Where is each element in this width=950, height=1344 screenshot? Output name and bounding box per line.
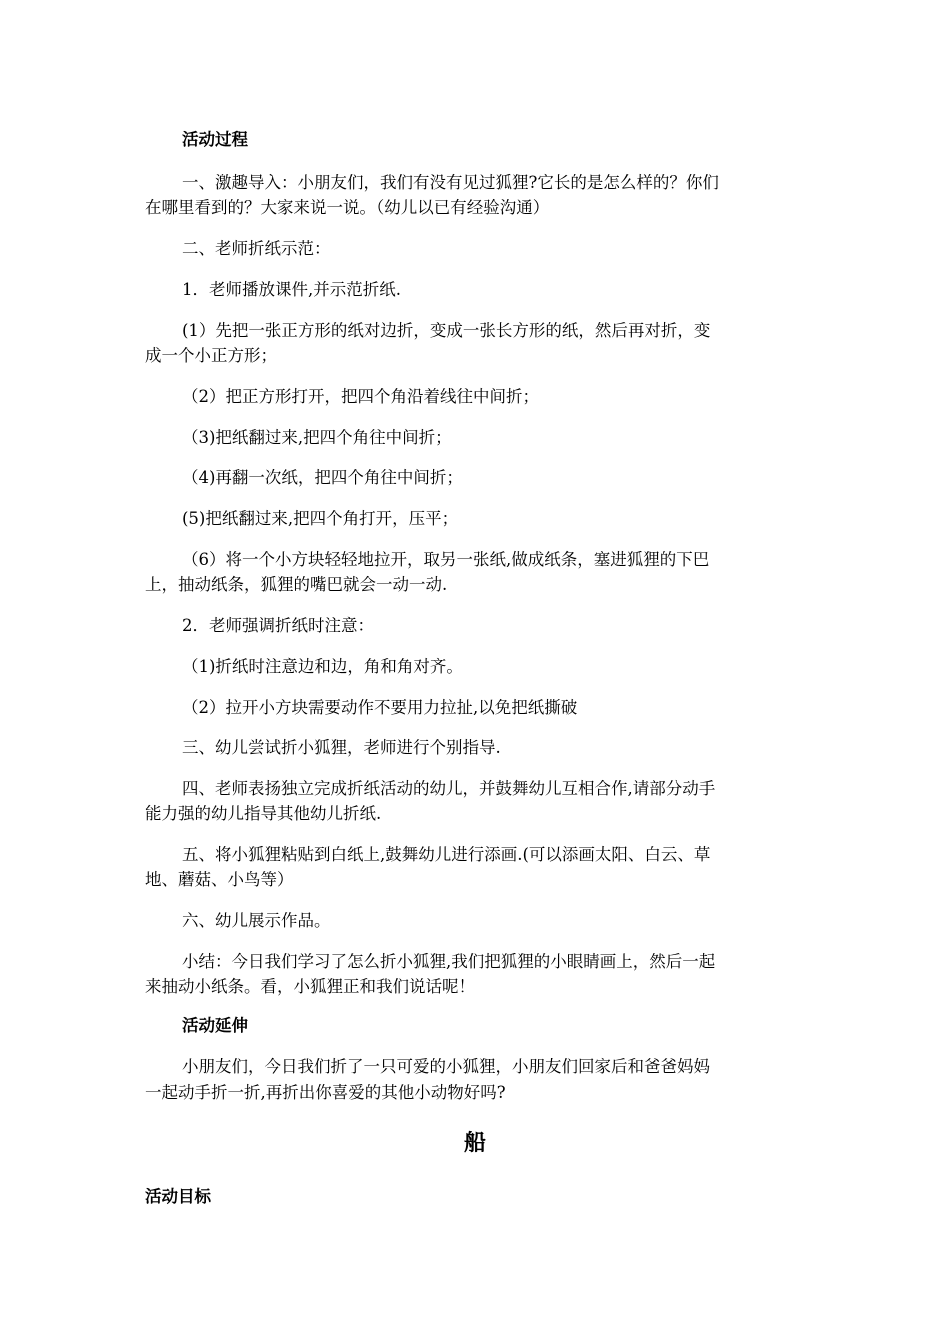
paragraph-note-2: （2）拉开小方块需要动作不要用力拉扯,以免把纸撕破 bbox=[182, 698, 578, 717]
paragraph-extension-line-1: 小朋友们，今日我们折了一只可爱的小狐狸，小朋友们回家后和爸爸妈妈 bbox=[182, 1057, 710, 1076]
heading-activity-process: 活动过程 bbox=[182, 130, 248, 149]
paragraph-demo-heading: 二、老师折纸示范： bbox=[182, 239, 331, 258]
paragraph-substep-6-line-1: （6）将一个小方块轻轻地拉开，取另一张纸,做成纸条，塞进狐狸的下巴 bbox=[182, 550, 710, 569]
paragraph-summary-line-2: 来抽动小纸条。看，小狐狸正和我们说话呢！ bbox=[145, 977, 475, 996]
paragraph-substep-6-line-2: 上，抽动纸条，狐狸的嘴巴就会一动一动. bbox=[145, 575, 448, 594]
paragraph-intro-line-1: 一、激趣导入：小朋友们，我们有没有见过狐狸?它长的是怎么样的？你们 bbox=[182, 173, 719, 192]
paragraph-section-5-line-2: 地、蘑菇、小鸟等） bbox=[145, 870, 294, 889]
paragraph-summary-line-1: 小结：今日我们学习了怎么折小狐狸,我们把狐狸的小眼睛画上，然后一起 bbox=[182, 952, 716, 971]
section-title: 船 bbox=[463, 1130, 486, 1156]
paragraph-note-1: （1)折纸时注意边和边，角和角对齐。 bbox=[182, 657, 463, 676]
paragraph-substep-1-line-2: 成一个小正方形； bbox=[145, 346, 277, 365]
paragraph-substep-1-line-1: (1）先把一张正方形的纸对边折，变成一张长方形的纸，然后再对折，变 bbox=[182, 321, 711, 340]
paragraph-intro-line-2: 在哪里看到的？大家来说一说。（幼儿以已有经验沟通） bbox=[145, 198, 550, 217]
paragraph-step-1: 1．老师播放课件,并示范折纸. bbox=[182, 280, 401, 299]
paragraph-substep-5: (5)把纸翻过来,把四个角打开，压平； bbox=[182, 509, 459, 528]
paragraph-section-5-line-1: 五、将小狐狸粘贴到白纸上,鼓舞幼儿进行添画.(可以添画太阳、白云、草 bbox=[182, 845, 711, 864]
heading-activity-extension: 活动延伸 bbox=[182, 1016, 248, 1035]
paragraph-substep-2: （2）把正方形打开，把四个角沿着线往中间折； bbox=[182, 387, 539, 406]
paragraph-substep-3: （3)把纸翻过来,把四个角往中间折； bbox=[182, 428, 452, 447]
heading-activity-goal: 活动目标 bbox=[145, 1187, 211, 1206]
paragraph-substep-4: （4)再翻一次纸，把四个角往中间折； bbox=[182, 468, 463, 487]
paragraph-section-4-line-2: 能力强的幼儿指导其他幼儿折纸. bbox=[145, 804, 382, 823]
paragraph-section-3: 三、幼儿尝试折小狐狸，老师进行个别指导. bbox=[182, 738, 501, 757]
paragraph-section-4-line-1: 四、老师表扬独立完成折纸活动的幼儿，并鼓舞幼儿互相合作,请部分动手 bbox=[182, 779, 716, 798]
paragraph-step-2: 2．老师强调折纸时注意： bbox=[182, 616, 374, 635]
paragraph-extension-line-2: 一起动手折一折,再折出你喜爱的其他小动物好吗? bbox=[145, 1083, 506, 1102]
paragraph-section-6: 六、幼儿展示作品。 bbox=[182, 911, 331, 930]
